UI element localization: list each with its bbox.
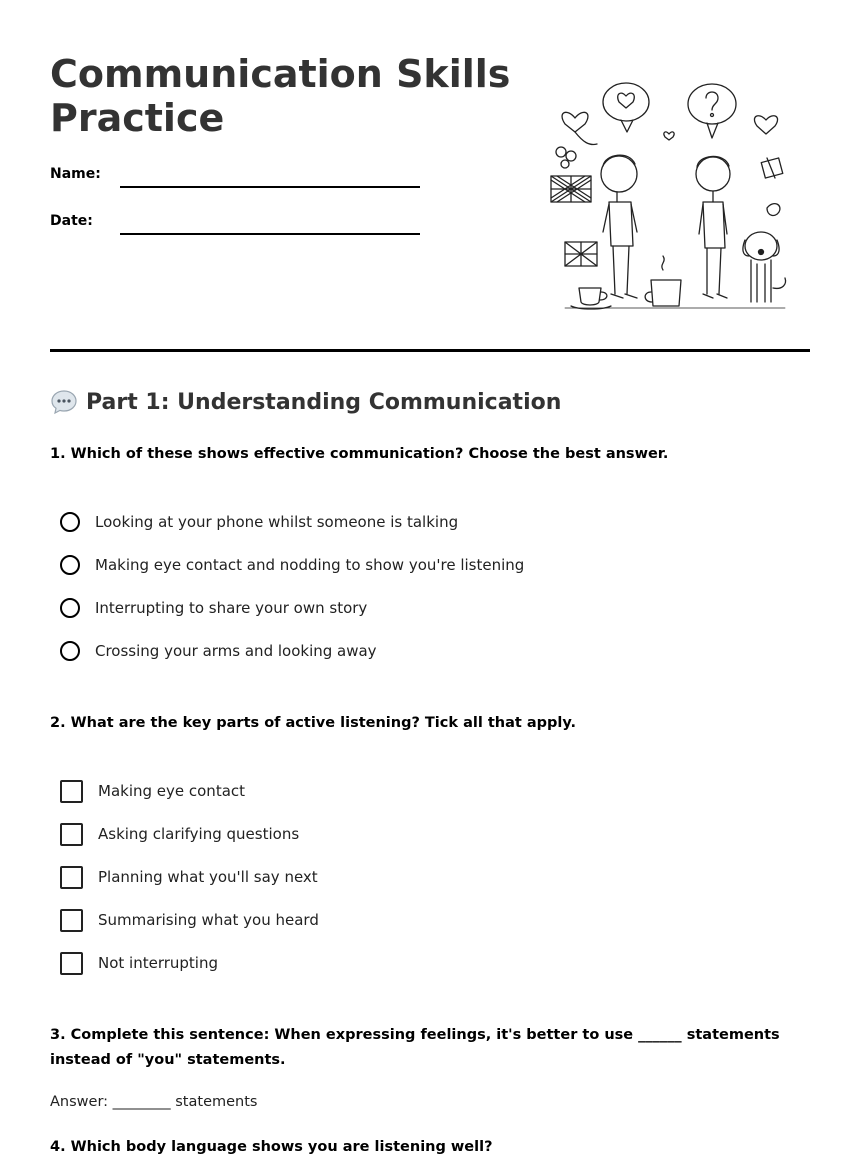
- gift-box-icon: [761, 158, 783, 178]
- small-heart-icon: [664, 132, 674, 140]
- uk-flag-icon: [551, 176, 591, 202]
- option-label: Looking at your phone whilst someone is talking: [95, 513, 459, 531]
- q2-option-4[interactable]: [60, 908, 319, 932]
- speech-bubble-heart-icon: [603, 83, 649, 121]
- checkbox[interactable]: [60, 909, 83, 932]
- question-1: 1. Which of these shows effective communication? Choose the best answer.: [50, 446, 669, 462]
- name-input-line[interactable]: [120, 186, 420, 188]
- teacup-icon: [571, 288, 611, 309]
- name-field[interactable]: [50, 166, 430, 192]
- q2-option-3[interactable]: [60, 865, 318, 889]
- checkbox[interactable]: [60, 866, 83, 889]
- option-label: Not interrupting: [98, 954, 219, 972]
- option-label: Making eye contact: [98, 782, 246, 800]
- q2-option-2[interactable]: [60, 822, 299, 846]
- name-label: Name:: [50, 166, 101, 182]
- section-title-text: Part 1: Understanding Communication: [86, 389, 562, 415]
- speech-bubble-icon: [50, 388, 78, 416]
- heart-icon: [562, 112, 588, 132]
- date-input-line[interactable]: [120, 233, 420, 235]
- radio-button[interactable]: [60, 641, 80, 661]
- question-2: 2. What are the key parts of active listening? Tick all that apply.: [50, 715, 577, 731]
- radio-button[interactable]: [60, 598, 80, 618]
- page-title: Communication Skills Practice: [50, 52, 511, 140]
- option-label: Planning what you'll say next: [98, 868, 318, 886]
- option-label: Asking clarifying questions: [98, 825, 300, 843]
- q1-option-3[interactable]: [60, 596, 367, 620]
- date-field[interactable]: [50, 213, 430, 239]
- checkbox[interactable]: [60, 823, 83, 846]
- checkbox[interactable]: [60, 780, 83, 803]
- option-label: Crossing your arms and looking away: [95, 642, 377, 660]
- heart-right-icon: [754, 116, 777, 134]
- q1-option-2[interactable]: [60, 553, 524, 577]
- small-bird-icon: [767, 204, 780, 216]
- uk-flag-icon-2: [565, 242, 597, 266]
- mug-icon: [645, 256, 681, 306]
- children-talking-illustration: [545, 80, 795, 315]
- radio-button[interactable]: [60, 512, 80, 532]
- question-3: 3. Complete this sentence: When expressing feelings, it's better to use ______ statements instead of "you" statements.: [50, 1027, 780, 1068]
- option-label: Making eye contact and nodding to show you're listening: [95, 556, 525, 574]
- q1-option-1[interactable]: [60, 510, 458, 534]
- child-left-figure: [601, 155, 637, 298]
- dog-figure: [743, 232, 786, 302]
- checkbox[interactable]: [60, 952, 83, 975]
- q2-option-5[interactable]: [60, 951, 218, 975]
- option-label: Interrupting to share your own story: [95, 599, 368, 617]
- child-right-figure: [696, 156, 730, 298]
- header-divider: [50, 349, 810, 352]
- q3-answer-line[interactable]: Answer: ________ statements: [50, 1094, 258, 1110]
- section-heading-part-1: [50, 388, 561, 416]
- radio-button[interactable]: [60, 555, 80, 575]
- q2-option-1[interactable]: [60, 779, 245, 803]
- option-label: Summarising what you heard: [98, 911, 319, 929]
- question-4: 4. Which body language shows you are listening well?: [50, 1139, 493, 1155]
- speech-bubble-question-icon: [688, 84, 736, 124]
- date-label: Date:: [50, 213, 93, 229]
- q1-option-4[interactable]: [60, 639, 377, 663]
